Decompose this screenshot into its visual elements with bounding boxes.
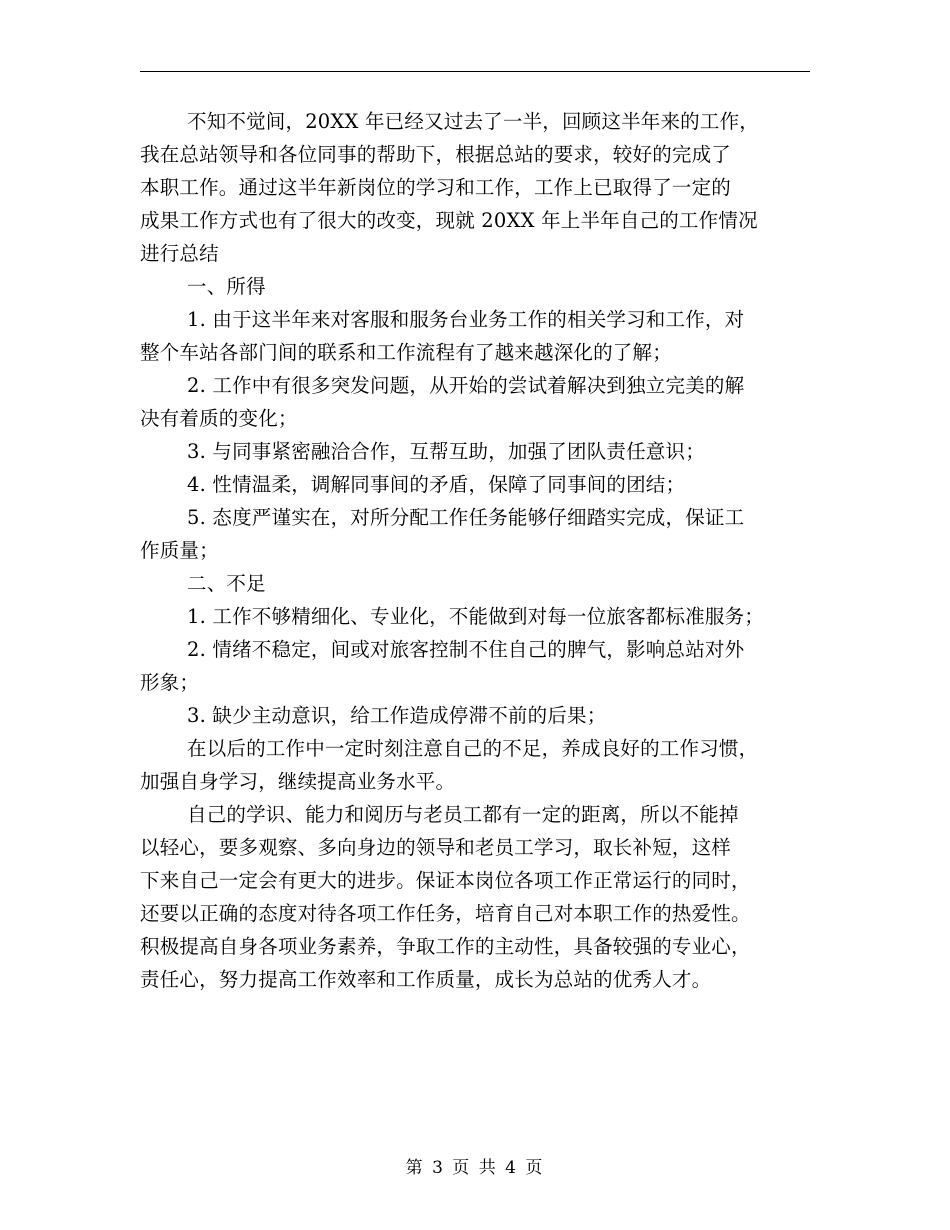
page-number-footer: 第 3 页 共 4 页 [405, 1158, 545, 1178]
text-line: 以轻心，要多观察、多向身边的领导和老员工学习，取长补短，这样 [140, 836, 732, 859]
text-line: 加强自身学习，继续提高业务水平。 [140, 770, 456, 793]
text-line: 我在总站领导和各位同事的帮助下，根据总站的要求，较好的完成了 [140, 143, 732, 166]
document-body [140, 105, 815, 996]
text-line: 本职工作。通过这半年新岗位的学习和工作，工作上已取得了一定的 [140, 176, 732, 199]
text-line: 3. 缺少主动意识，给工作造成停滞不前的后果； [187, 704, 607, 727]
header-rule [140, 71, 810, 72]
text-line: 在以后的工作中一定时刻注意自己的不足，养成良好的工作习惯， [187, 737, 759, 760]
text-line: 1. 由于这半年来对客服和服务台业务工作的相关学习和工作，对 [187, 308, 745, 331]
text-line: 形象； [140, 671, 200, 694]
text-line: 下来自己一定会有更大的进步。保证本岗位各项工作正常运行的同时， [140, 869, 751, 892]
text-line: 责任心，努力提高工作效率和工作质量，成长为总站的优秀人才。 [140, 968, 712, 991]
text-line: 5. 态度严谨实在，对所分配工作任务能够仔细踏实完成，保证工 [187, 506, 745, 529]
text-line: 积极提高自身各项业务素养，争取工作的主动性，具备较强的专业心， [140, 935, 751, 958]
text-line: 自己的学识、能力和阅历与老员工都有一定的距离，所以不能掉 [187, 803, 739, 826]
text-line: 决有着质的变化； [140, 407, 298, 430]
text-line: 作质量； [140, 539, 219, 562]
text-line: 整个车站各部门间的联系和工作流程有了越来越深化的了解； [140, 341, 672, 364]
text-line: 进行总结 [140, 242, 219, 265]
text-line: 4. 性情温柔，调解同事间的矛盾，保障了同事间的团结； [187, 473, 686, 496]
text-line: 还要以正确的态度对待各项工作任务，培育自己对本职工作的热爱性。 [140, 902, 751, 925]
text-line: 2. 工作中有很多突发问题，从开始的尝试着解决到独立完美的解 [187, 374, 745, 397]
text-line: 一、所得 [187, 275, 266, 298]
text-line: 3. 与同事紧密融洽合作，互帮互助，加强了团队责任意识； [187, 440, 705, 463]
text-line: 1. 工作不够精细化、专业化，不能做到对每一位旅客都标准服务； [187, 605, 765, 628]
text-line: 二、不足 [187, 572, 266, 595]
text-line: 2. 情绪不稳定，间或对旅客控制不住自己的脾气，影响总站对外 [187, 638, 745, 661]
text-line: 不知不觉间，20XX 年已经又过去了一半，回顾这半年来的工作， [187, 110, 759, 133]
text-line: 成果工作方式也有了很大的改变，现就 20XX 年上半年自己的工作情况 [140, 209, 758, 232]
